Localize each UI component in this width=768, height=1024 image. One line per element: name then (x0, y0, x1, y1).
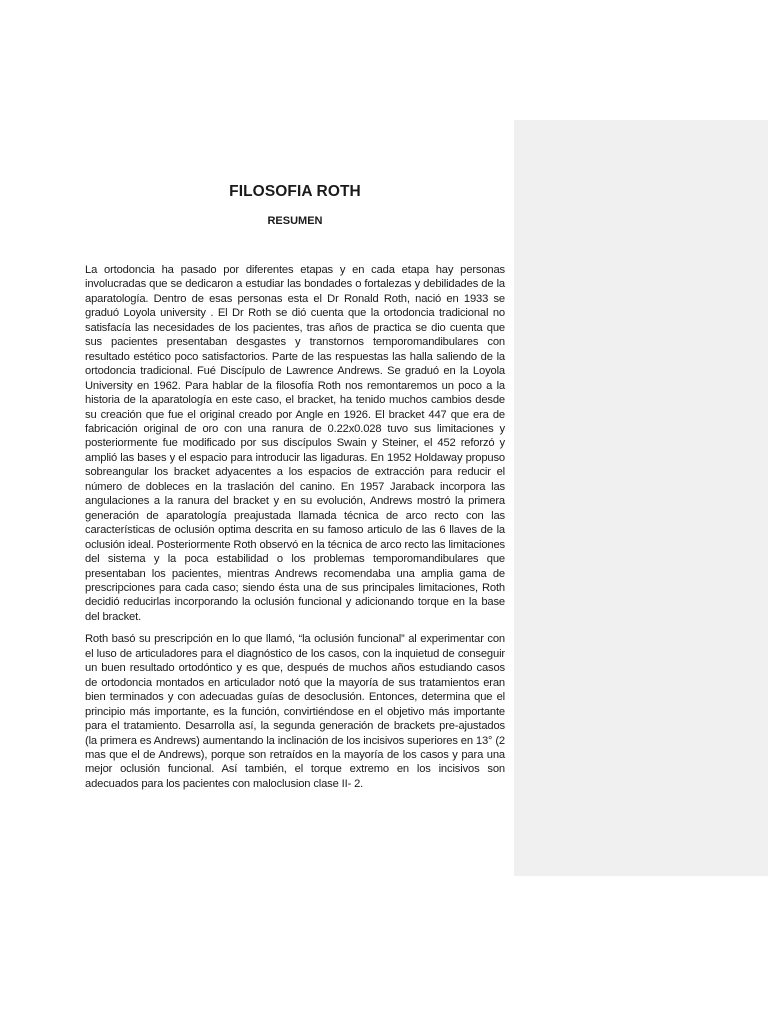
paragraph-2: Roth basó su prescripción en lo que llamó, “la oclusión funcional” al experimentar con el luso de articuladores para el diagnóstico de los casos, con la inquietud de conseguir un buen resultado ortodóntico y es que, después de muchos años estudiando casos de ortodoncia montados en articulador notó que la mayoría de sus tratamientos eran bien terminados y con adecuadas guías de desoclusión. Entonces, determina que el principio más importante, es la función, convirtiéndose en el objetivo más importante para el tratamiento. Desarrolla así, la segunda generación de brackets pre-ajustados (la primera es Andrews) aumentando la inclinación de los incisivos superiores en 13° (2 mas que el de Andrews), porque son retraídos en la mayoría de los casos y para una mejor oclusión funcional. Así también, el torque extremo en los incisivos son adecuados para los pacientes con maloclusion clase II- 2. (85, 633, 505, 790)
comment-margin-pane (514, 120, 768, 876)
paragraph-1: La ortodoncia ha pasado por diferentes etapas y en cada etapa hay personas involucradas que se dedicaron a estudiar las bondades o fortalezas y debilidades de la aparatología. Dentro de esas personas esta el Dr Ronald Roth, nació en 1933 se graduó Loyola university . El Dr Roth se dió cuenta que la ortodoncia tradicional no satisfacía las necesidades de los pacientes, tras años de practica se dio cuenta que sus pacientes presentaban desgastes y transtornos temporomandibulares con resultado estético poco satisfactorios. Parte de las respuestas las halla saliendo de la ortodoncia tradicional. Fué Discípulo de Lawrence Andrews. Se graduó en la Loyola University en 1962. Para hablar de la filosofía Roth nos remontaremos un poco a la historia de la aparatología en este caso, el bracket, ha tenido muchos cambios desde su creación que fue el original creado por Angle en 1926. El bracket 447 que era de fabricación original de oro con una ranura de 0.22x0.028 tuvo sus limitaciones y posteriormente fue modificado por sus discípulos Swain y Steiner, el 452 reforzó y amplió las bases y el espacio para introducir las ligaduras. En 1952 Holdaway propuso sobreangular los bracket adyacentes a los espacios de extracción para reducir el número de dobleces en la traslación del canino. En 1957 Jaraback incorpora las angulaciones a la ranura del bracket y en su evolución, Andrews mostró la primera generación de aparatología preajustada llamada técnica de arco recto con las características de oclusión optima descrita en su famoso articulo de las 6 llaves de la oclusión ideal. Posteriormente Roth observó en la técnica de arco recto las limitaciones del sistema y la poca estabilidad o los problemas temporomandibulares que presentaban los pacientes, mientras Andrews recomendaba una amplia gama de prescripciones para cada caso; siendo ésta una de sus principales limitaciones, Roth decidió reducirlas incorporando la oclusión funcional y adicionando torque en la base del bracket. (85, 264, 505, 623)
document-page-content (85, 183, 505, 799)
document-subtitle: RESUMEN (267, 215, 323, 227)
document-title: FILOSOFIA ROTH (229, 183, 361, 200)
